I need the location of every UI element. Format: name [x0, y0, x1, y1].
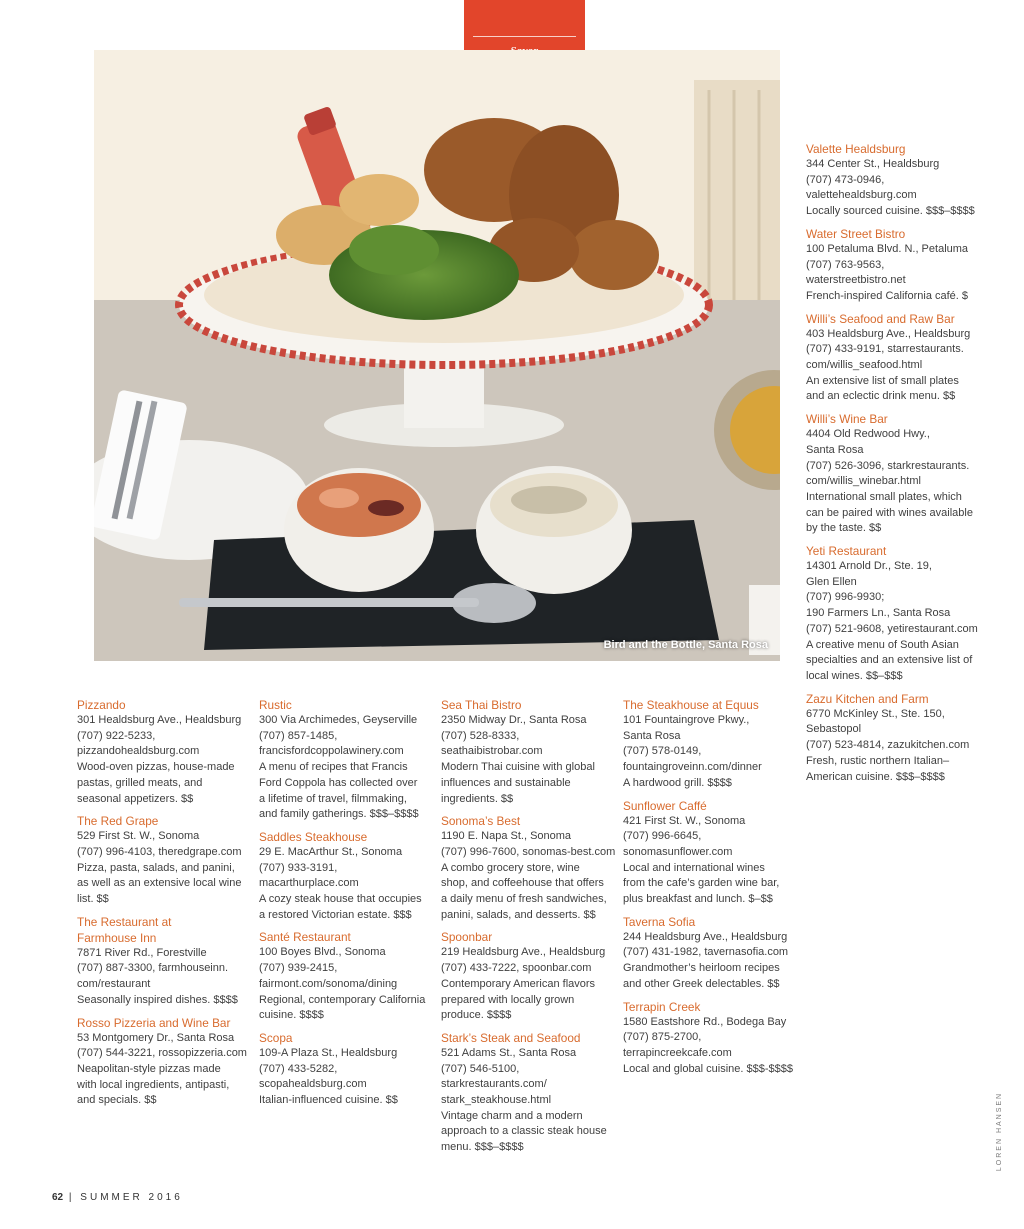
restaurant-detail-line: Seasonally inspired dishes. $$$$ [77, 993, 238, 1006]
restaurant-detail-line: International small plates, which [806, 490, 962, 503]
restaurant-detail-line: Santa Rosa [806, 443, 864, 456]
restaurant-detail-line: stark_steakhouse.html [441, 1094, 552, 1107]
restaurant-detail-line: (707) 922-5233, [77, 729, 156, 742]
restaurant-entry [806, 543, 982, 685]
listing-column-4 [623, 697, 795, 1083]
restaurant-detail-line: Glen Ellen [806, 575, 857, 588]
restaurant-detail-line: com/willis_seafood.html [806, 359, 923, 372]
restaurant-name: Sunflower Caffé [623, 798, 707, 813]
restaurant-detail-line: 421 First St. W., Sonoma [623, 814, 746, 827]
restaurant-detail-line: influences and sustainable [441, 776, 571, 789]
restaurant-name: The Steakhouse at Equus [623, 698, 759, 712]
restaurant-name: Scopa [259, 1030, 293, 1045]
restaurant-detail-line: 109-A Plaza St., Healdsburg [259, 1046, 398, 1059]
restaurant-detail-line: (707) 857-1485, [259, 729, 338, 742]
restaurant-detail-line: (707) 433-9191, starrestaurants. [806, 343, 964, 356]
restaurant-detail-line: a lifetime of travel, filmmaking, [259, 792, 407, 805]
restaurant-detail-line: Regional, contemporary California [259, 993, 426, 1006]
restaurant-name: Valette Healdsburg [806, 142, 906, 156]
restaurant-detail-line: from the cafe’s garden wine bar, [623, 877, 780, 890]
restaurant-entry [806, 141, 982, 220]
restaurant-name: Santé Restaurant [259, 930, 351, 945]
restaurant-name: Willi’s Wine Bar [806, 412, 888, 427]
restaurant-detail-line: (707) 939-2415, [259, 962, 338, 975]
restaurant-detail-line: and specials. $$ [77, 1094, 157, 1107]
restaurant-detail-line: 529 First St. W., Sonoma [77, 830, 200, 843]
restaurant-detail-line: 2350 Midway Dr., Santa Rosa [441, 714, 587, 726]
restaurant-detail-line: (707) 528-8333, [441, 729, 520, 742]
restaurant-name: Spoonbar [441, 930, 493, 945]
restaurant-detail-line: and other Greek delectables. $$ [623, 977, 780, 990]
restaurant-name: Farmhouse Inn [77, 930, 157, 945]
restaurant-detail-line: (707) 875-2700, [623, 1031, 702, 1044]
restaurant-detail-line: Modern Thai cuisine with global [441, 761, 595, 774]
restaurant-detail-line: 7871 River Rd., Forestville [77, 946, 207, 959]
restaurant-detail-line: 100 Boyes Blvd., Sonoma [259, 946, 386, 959]
restaurant-detail-line: ingredients. $$ [441, 792, 514, 805]
restaurant-detail-line: menu. $$$–$$$$ [441, 1141, 524, 1154]
restaurant-detail-line: 190 Farmers Ln., Santa Rosa [806, 607, 951, 620]
restaurant-detail-line: (707) 996-7600, sonomas-best.com [441, 845, 616, 858]
restaurant-detail-line: 1190 E. Napa St., Sonoma [441, 830, 572, 843]
restaurant-detail-line: (707) 544-3221, rossopizzeria.com [77, 1047, 247, 1060]
restaurant-detail-line: Sebastopol [806, 723, 862, 736]
restaurant-detail-line: 100 Petaluma Blvd. N., Petaluma [806, 242, 969, 255]
page-number: 62 [52, 1192, 64, 1203]
restaurant-entry [441, 929, 613, 1024]
restaurant-detail-line: as well as an extensive local wine [77, 877, 242, 890]
restaurant-entry [77, 813, 247, 908]
page-folio [52, 1192, 183, 1203]
restaurant-detail-line: Fresh, rustic northern Italian– [806, 754, 950, 767]
restaurant-detail-line: seathaibistrobar.com [441, 745, 543, 758]
restaurant-detail-line: seasonal appetizers. $$ [77, 792, 194, 805]
restaurant-detail-line: (707) 431-1982, tavernasofia.com [623, 946, 789, 959]
listing-column-5 [806, 141, 982, 791]
restaurant-detail-line: Vintage charm and a modern [441, 1109, 583, 1122]
restaurant-entry [441, 1030, 613, 1156]
restaurant-detail-line: com/restaurant [77, 978, 151, 991]
restaurant-detail-line: 6770 McKinley St., Ste. 150, [806, 707, 945, 720]
restaurant-entry [806, 691, 982, 786]
restaurant-detail-line: shop, and coffeehouse that offers [441, 877, 604, 890]
restaurant-name: Terrapin Creek [623, 999, 701, 1014]
restaurant-detail-line: 219 Healdsburg Ave., Healdsburg [441, 946, 606, 959]
restaurant-detail-line: macarthurplace.com [259, 877, 359, 890]
restaurant-detail-line: (707) 526-3096, starkrestaurants. [806, 459, 970, 472]
restaurant-detail-line: (707) 521-9608, yetirestaurant.com [806, 622, 978, 635]
restaurant-detail-line: 344 Center St., Healdsburg [806, 158, 940, 170]
restaurant-detail-line: terrapincreekcafe.com [623, 1046, 732, 1059]
restaurant-detail-line: can be paired with wines available [806, 506, 973, 519]
restaurant-detail-line: Neapolitan-style pizzas made [77, 1062, 221, 1075]
restaurant-detail-line: starkrestaurants.com/ [441, 1078, 547, 1091]
restaurant-detail-line: (707) 887-3300, farmhouseinn. [77, 962, 229, 975]
restaurant-name: Water Street Bistro [806, 226, 906, 241]
restaurant-name: Sonoma’s Best [441, 814, 521, 829]
restaurant-detail-line: A combo grocery store, wine [441, 861, 580, 874]
restaurant-detail-line: scopahealdsburg.com [259, 1078, 367, 1091]
restaurant-detail-line: francisfordcoppolawinery.com [259, 745, 404, 758]
restaurant-detail-line: American cuisine. $$$–$$$$ [806, 770, 945, 783]
restaurant-name: The Restaurant at [77, 914, 172, 929]
restaurant-detail-line: 4404 Old Redwood Hwy., [806, 428, 930, 441]
restaurant-detail-line: 29 E. MacArthur St., Sonoma [259, 845, 403, 858]
restaurant-detail-line: 244 Healdsburg Ave., Healdsburg [623, 930, 788, 943]
restaurant-detail-line: Santa Rosa [623, 729, 681, 742]
restaurant-detail-line: local wines. $$–$$$ [806, 669, 903, 682]
restaurant-entry [77, 914, 247, 1009]
food-photo [94, 50, 780, 661]
restaurant-detail-line: pizzandohealdsburg.com [77, 745, 200, 758]
restaurant-name: Yeti Restaurant [806, 544, 887, 559]
restaurant-detail-line: 14301 Arnold Dr., Ste. 19, [806, 560, 932, 573]
restaurant-name: Sea Thai Bistro [441, 698, 522, 712]
restaurant-detail-line: Locally sourced cuisine. $$$–$$$$ [806, 205, 975, 218]
listing-column-1 [77, 697, 247, 1115]
restaurant-detail-line: panini, salads, and desserts. $$ [441, 908, 596, 921]
restaurant-name: Zazu Kitchen and Farm [806, 691, 929, 706]
photo-credit [985, 1091, 1004, 1172]
restaurant-detail-line: pastas, grilled meats, and [77, 776, 203, 789]
restaurant-detail-line: 301 Healdsburg Ave., Healdsburg [77, 714, 242, 726]
restaurant-entry [259, 829, 431, 924]
restaurant-detail-line: specialties and an extensive list of [806, 654, 973, 667]
restaurant-detail-line: a restored Victorian estate. $$$ [259, 908, 412, 921]
food-illustration [94, 50, 780, 661]
restaurant-detail-line: Local and global cuisine. $$$-$$$$ [623, 1062, 794, 1075]
restaurant-entry [623, 697, 795, 792]
restaurant-entry [623, 999, 795, 1078]
restaurant-detail-line: 521 Adams St., Santa Rosa [441, 1046, 577, 1059]
restaurant-name: Saddles Steakhouse [259, 829, 368, 844]
restaurant-detail-line: (707) 763-9563, [806, 258, 885, 271]
restaurant-detail-line: Wood-oven pizzas, house-made [77, 761, 235, 774]
restaurant-detail-line: An extensive list of small plates [806, 374, 959, 387]
restaurant-entry [441, 813, 616, 923]
restaurant-detail-line: (707) 473-0946, [806, 173, 885, 186]
restaurant-detail-line: (707) 996-9930; [806, 591, 885, 604]
restaurant-detail-line: (707) 433-5282, [259, 1062, 338, 1075]
restaurant-detail-line: (707) 546-5100, [441, 1062, 520, 1075]
restaurant-detail-line: fountaingroveinn.com/dinner [623, 761, 762, 774]
restaurant-detail-line: and family gatherings. $$$–$$$$ [259, 808, 419, 821]
restaurant-detail-line: cuisine. $$$$ [259, 1009, 324, 1022]
restaurant-detail-line: 300 Via Archimedes, Geyserville [259, 714, 418, 726]
restaurant-detail-line: list. $$ [77, 893, 109, 906]
restaurant-entry [259, 1030, 431, 1109]
restaurant-detail-line: A menu of recipes that Francis [259, 761, 408, 774]
restaurant-name: Taverna Sofia [623, 914, 696, 929]
restaurant-entry [259, 697, 431, 823]
restaurant-detail-line: Pizza, pasta, salads, and panini, [77, 861, 235, 874]
restaurant-entry [806, 311, 982, 406]
restaurant-detail-line: Grandmother’s heirloom recipes [623, 962, 780, 975]
restaurant-detail-line: valettehealdsburg.com [806, 189, 917, 202]
restaurant-detail-line: (707) 996-4103, theredgrape.com [77, 845, 242, 858]
restaurant-entry [77, 1015, 247, 1110]
restaurant-detail-line: (707) 933-3191, [259, 861, 338, 874]
listing-column-2 [259, 697, 431, 1115]
restaurant-entry [77, 697, 247, 807]
restaurant-entry [806, 226, 982, 305]
restaurant-detail-line: (707) 433-7222, spoonbar.com [441, 962, 592, 975]
photo-caption: Bird and the Bottle, Santa Rosa [603, 639, 768, 651]
restaurant-detail-line: waterstreetbistro.net [806, 274, 906, 287]
restaurant-detail-line: A cozy steak house that occupies [259, 893, 422, 906]
restaurant-name: Stark’s Steak and Seafood [441, 1030, 581, 1045]
restaurant-detail-line: (707) 523-4814, zazukitchen.com [806, 739, 970, 752]
folio-separator: | [68, 1192, 75, 1203]
restaurant-name: Willi’s Seafood and Raw Bar [806, 311, 955, 326]
restaurant-entry [623, 798, 795, 908]
restaurant-name: The Red Grape [77, 814, 159, 829]
restaurant-name: Rustic [259, 698, 292, 712]
restaurant-detail-line: Local and international wines [623, 861, 765, 874]
restaurant-name: Rosso Pizzeria and Wine Bar [77, 1015, 231, 1030]
restaurant-detail-line: a daily menu of fresh sandwiches, [441, 893, 607, 906]
restaurant-detail-line: plus breakfast and lunch. $–$$ [623, 893, 773, 906]
restaurant-detail-line: with local ingredients, antipasti, [77, 1078, 230, 1091]
photo-credit-text: LOREN HANSEN [996, 1091, 1004, 1172]
restaurant-name: Pizzando [77, 698, 126, 712]
restaurant-detail-line: French-inspired California café. $ [806, 289, 969, 302]
restaurant-detail-line: fairmont.com/sonoma/dining [259, 977, 398, 990]
listing-column-3 [441, 697, 616, 1162]
restaurant-detail-line: prepared with locally grown [441, 993, 575, 1006]
restaurant-detail-line: sonomasunflower.com [623, 845, 733, 858]
restaurant-entry [623, 914, 795, 993]
restaurant-detail-line: 101 Fountaingrove Pkwy., [623, 714, 750, 726]
restaurant-entry [806, 411, 982, 537]
restaurant-detail-line: Ford Coppola has collected over [259, 776, 418, 789]
restaurant-detail-line: A creative menu of South Asian [806, 638, 959, 651]
restaurant-entry [441, 697, 613, 807]
restaurant-detail-line: Contemporary American flavors [441, 977, 596, 990]
restaurant-detail-line: (707) 578-0149, [623, 745, 702, 758]
restaurant-detail-line: A hardwood grill. $$$$ [623, 776, 732, 789]
restaurant-detail-line: 403 Healdsburg Ave., Healdsburg [806, 327, 971, 340]
restaurant-detail-line: and an eclectic drink menu. $$ [806, 390, 956, 403]
restaurant-detail-line: (707) 996-6645, [623, 830, 702, 843]
tab-rule-top [473, 36, 576, 37]
restaurant-detail-line: Italian-influenced cuisine. $$ [259, 1094, 398, 1107]
restaurant-detail-line: approach to a classic steak house [441, 1125, 607, 1138]
restaurant-detail-line: by the taste. $$ [806, 522, 882, 535]
restaurant-detail-line: 53 Montgomery Dr., Santa Rosa [77, 1031, 235, 1044]
restaurant-detail-line: com/willis_winebar.html [806, 475, 921, 488]
issue-label: SUMMER 2016 [80, 1192, 183, 1203]
restaurant-detail-line: produce. $$$$ [441, 1009, 512, 1022]
restaurant-detail-line: 1580 Eastshore Rd., Bodega Bay [623, 1015, 787, 1028]
restaurant-entry [259, 929, 431, 1024]
